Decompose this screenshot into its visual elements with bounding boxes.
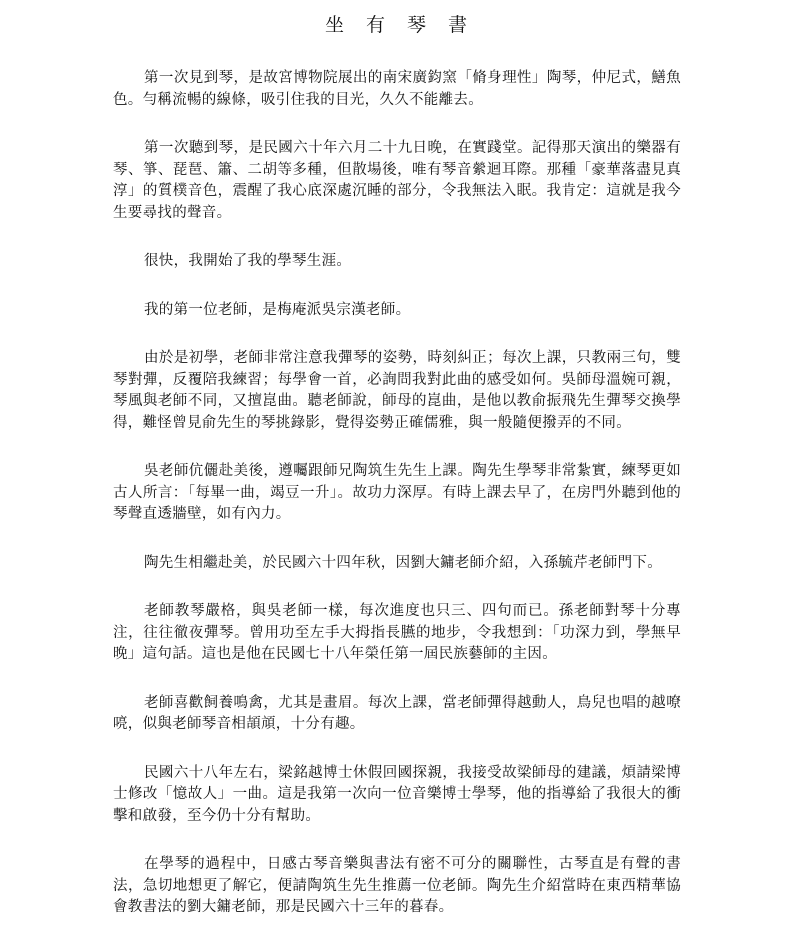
paragraph-5: 由於是初學，老師非常注意我彈琴的姿勢，時刻糾正；每次上課，只教兩三句，雙琴對彈，反覆陪我練習；每學會一首，必詢問我對此曲的感受如何。吳師母溫婉可親，琴風與老師不同，又擅崑曲。聽老師說，師母的崑曲，是他以教俞振飛先生彈琴交換學得，難怪曾見俞先生的琴挑錄影，覺得姿勢正確儒雅，與一般隨便撥弄的不同。	[113, 350, 681, 431]
paragraph-10: 民國六十八年左右，梁銘越博士休假回國探親，我接受故梁師母的建議，煩請梁博士修改「憶故人」一曲。這是我第一次向一位音樂博士學琴，他的指導給了我很大的衝擊和啟發，至今仍十分有幫助。	[113, 764, 681, 824]
paragraph-6: 吳老師伉儷赴美後，遵囑跟師兄陶筑生先生上課。陶先生學琴非常紮實，練琴更如古人所言：「每畢一曲，竭豆一升」。故功力深厚。有時上課去早了，在房門外聽到他的琴聲直透牆壁，如有內力。	[113, 463, 681, 522]
paragraph-1: 第一次見到琴，是故宮博物院展出的南宋廣鈞窯「脩身理性」陶琴，仲尼式，鱔魚色。勻稱流暢的線條，吸引住我的目光，久久不能離去。	[113, 70, 681, 108]
paragraph-7: 陶先生相繼赴美，於民國六十四年秋，因劉大鏞老師介紹，入孫毓芹老師門下。	[144, 554, 662, 571]
paragraph-8: 老師教琴嚴格，與吳老師一樣，每次進度也只三、四句而已。孫老師對琴十分專注，往往徹夜彈琴。曾用功至左手大拇指長臙的地步，令我想到：「功深力到，學無早晚」這句話。這也是他在民國七十八年榮任第一屆民族藝師的主因。	[113, 603, 681, 662]
document-title: 坐有琴書	[324, 14, 489, 36]
document-body	[113, 68, 681, 946]
paragraph-3: 很快，我開始了我的學琴生涯。	[144, 253, 352, 269]
paragraph-9: 老師喜歡飼養鳴禽，尤其是畫眉。每次上課，當老師彈得越動人，鳥兒也唱的越嘹喨，似與老師琴音相頡頏，十分有趣。	[113, 694, 681, 732]
paragraph-4: 我的第一位老師，是梅庵派吳宗漢老師。	[144, 301, 411, 318]
paragraph-2: 第一次聽到琴，是民國六十年六月二十九日晚，在實踐堂。記得那天演出的樂器有琴、箏、琵琶、簫、二胡等多種，但散場後，唯有琴音縈迴耳際。那種「豪華落盡見真淳」的質樸音色，震醒了我心底深處沉睡的部分，令我無法入眠。我肯定：這就是我今生要尋找的聲音。	[113, 140, 681, 221]
paragraph-11: 在學琴的過程中，日感古琴音樂與書法有密不可分的關聯性，古琴直是有聲的書法，急切地想更了解它，便請陶筑生先生推薦一位老師。陶先生介紹當時在東西精華協會教書法的劉大鏞老師，那是民國六十三年的暮春。	[113, 856, 681, 915]
